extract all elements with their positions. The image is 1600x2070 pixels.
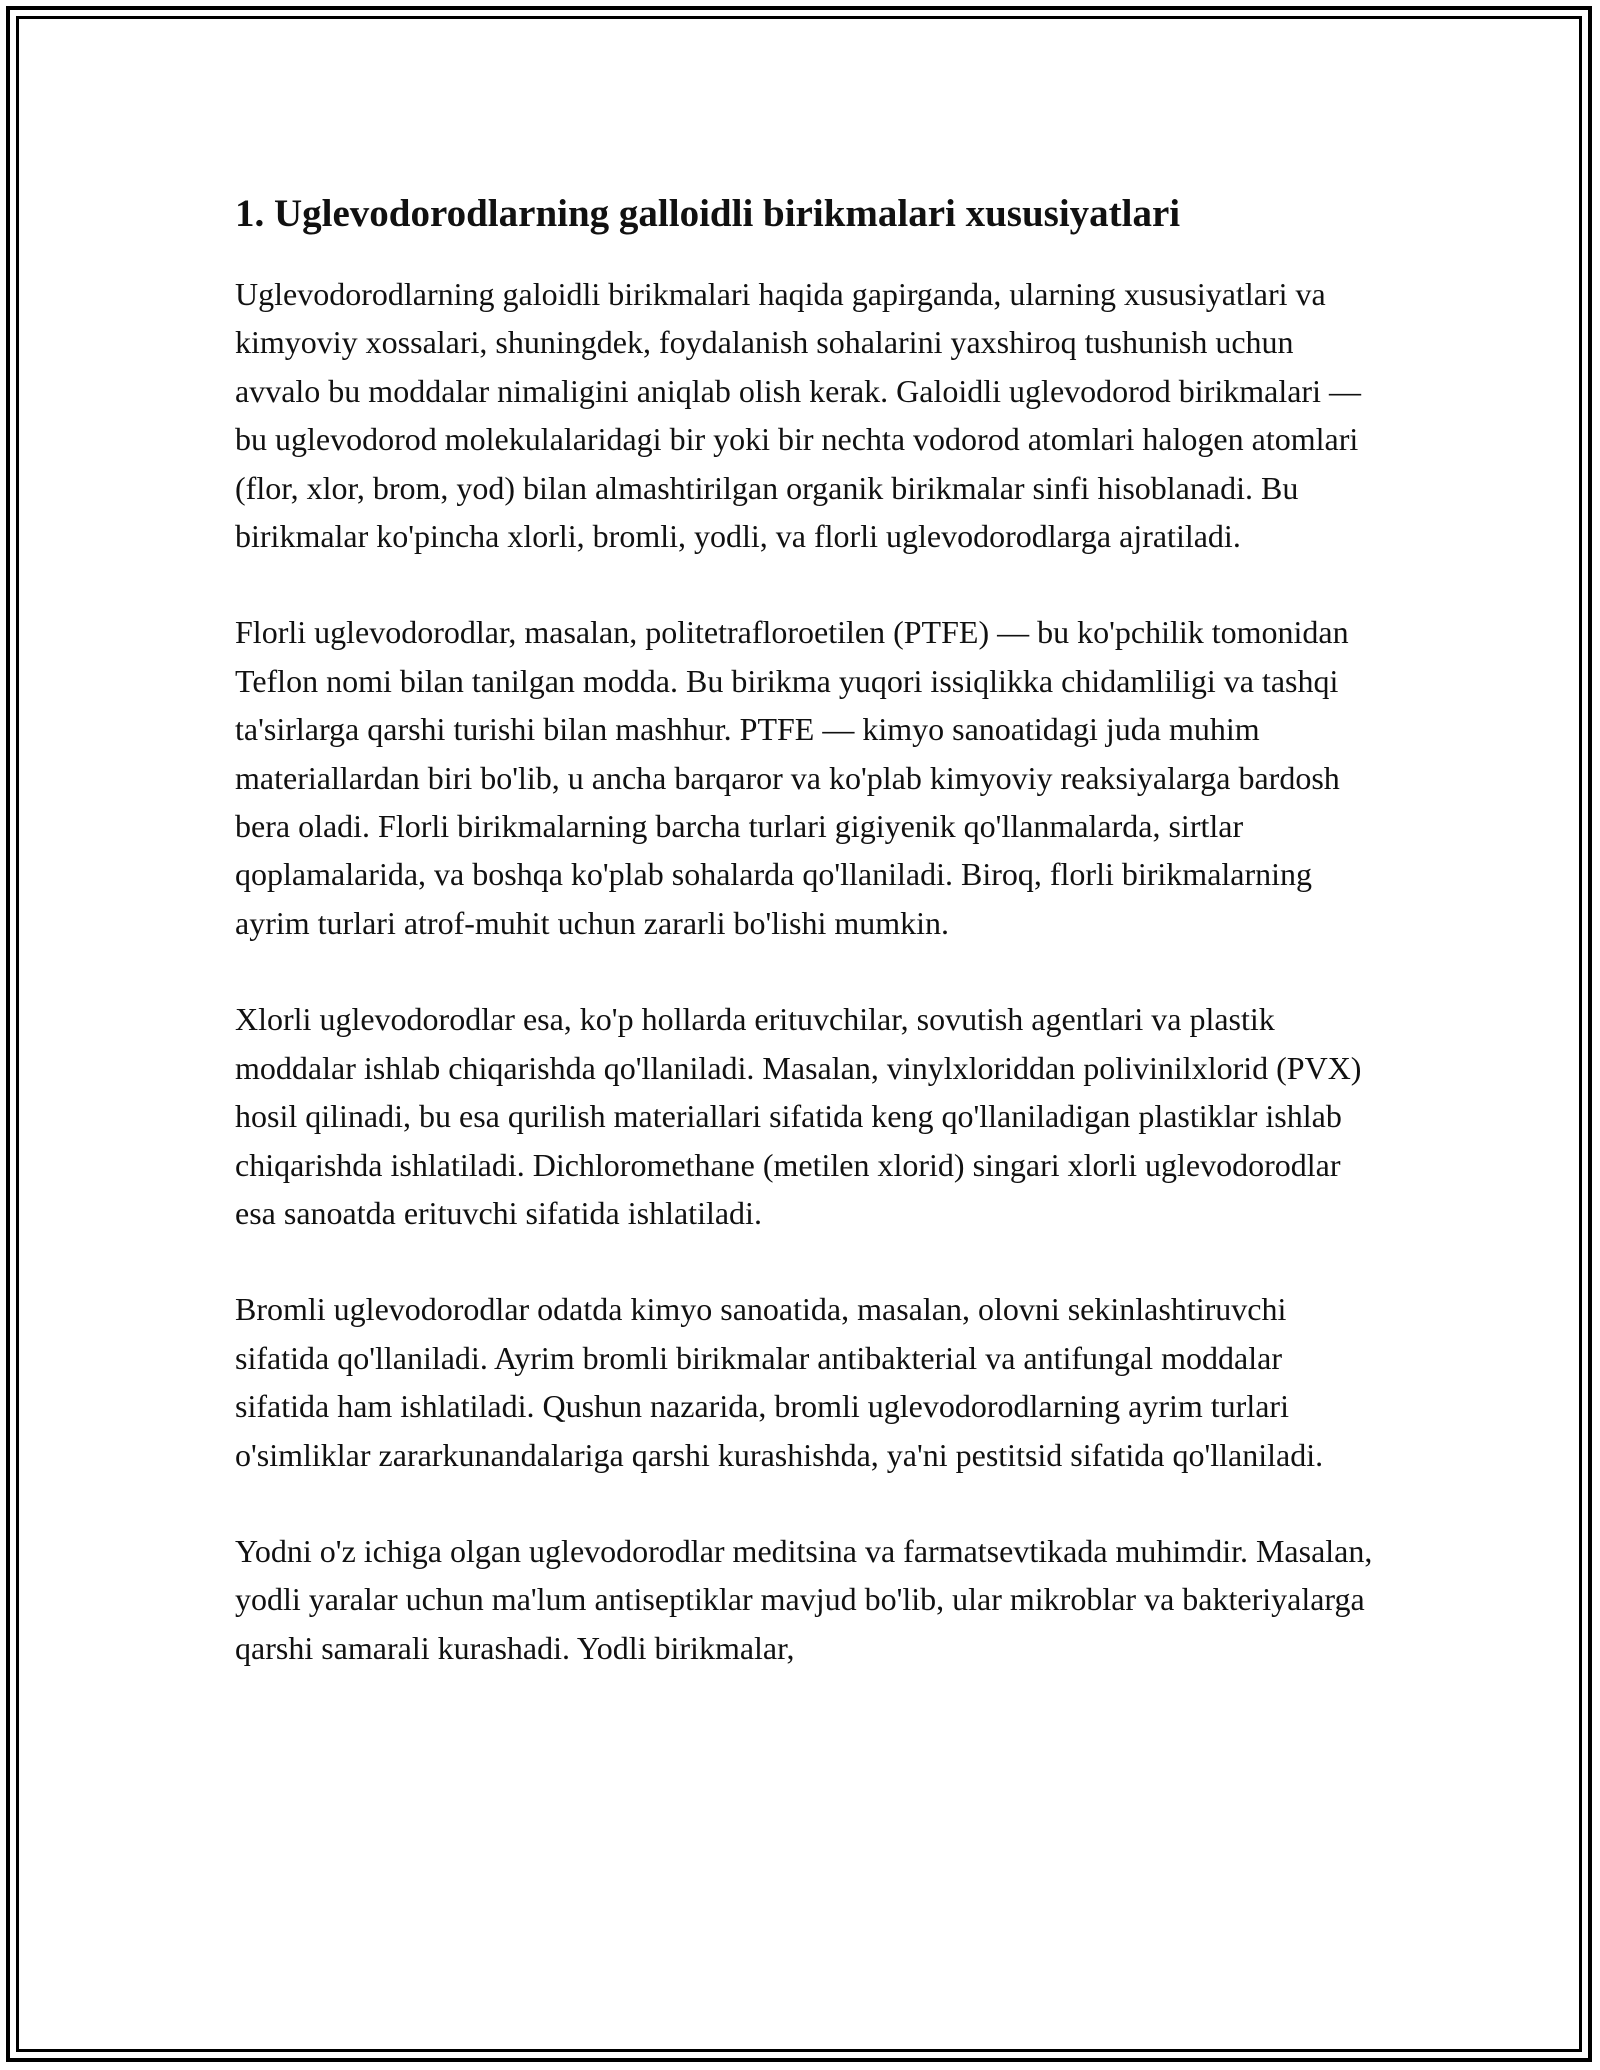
document-body <box>235 182 1375 1720</box>
section-heading: 1. Uglevodorodlarning galloidli birikmalari xususiyatlari <box>235 192 1181 235</box>
paragraph-chlorine: Xlorli uglevodorodlar esa, ko'p hollarda erituvchilar, sovutish agentlari va plastik moddalar ishlab chiqarishda qo'llaniladi. Masalan, vinylxloriddan polivinilxlorid (PVX) hosil qilinadi, bu esa qurilish materiallari sifatida keng qo'llaniladigan plastiklar ishlab chiqarishda ishlatiladi. Dichloromethane (metilen xlorid) singari xlorli uglevodorodlar esa sanoatda erituvchi sifatida ishlatiladi. <box>235 1001 1362 1231</box>
paragraph-intro: Uglevodorodlarning galoidli birikmalari haqida gapirganda, ularning xususiyatlari va kimyoviy xossalari, shuningdek, foydalanish sohalarini yaxshiroq tushunish uchun avvalo bu moddalar nimaligini aniqlab olish kerak. Galoidli uglevodorod birikmalari — bu uglevodorod molekulalaridagi bir yoki bir nechta vodorod atomlari halogen atomlari (flor, xlor, brom, yod) bilan almashtirilgan organik birikmalar sinfi hisoblanadi. Bu birikmalar ko'pincha xlorli, bromli, yodli, va florli uglevodorodlarga ajratiladi. <box>235 276 1361 555</box>
paragraph-fluorine: Florli uglevodorodlar, masalan, politetrafloroetilen (PTFE) — bu ko'pchilik tomonidan Teflon nomi bilan tanilgan modda. Bu birikma yuqori issiqlikka chidamliligi va tashqi ta'sirlarga qarshi turishi bilan mashhur. PTFE — kimyo sanoatidagi juda muhim materiallardan biri bo'lib, u ancha barqaror va ko'plab kimyoviy reaksiyalarga bardosh bera oladi. Florli birikmalarning barcha turlari gigiyenik qo'llanmalarda, sirtlar qoplamalarida, va boshqa ko'plab sohalarda qo'llaniladi. Biroq, florli birikmalarning ayrim turlari atrof-muhit uchun zararli bo'lishi mumkin. <box>235 614 1349 941</box>
paragraph-iodine: Yodni o'z ichiga olgan uglevodorodlar meditsina va farmatsevtikada muhimdir. Masalan, yodli yaralar uchun ma'lum antiseptiklar mavjud bo'lib, ular mikroblar va bakteriyalarga qarshi samarali kurashadi. Yodli birikmalar, <box>235 1532 1373 1666</box>
paragraph-bromine: Bromli uglevodorodlar odatda kimyo sanoatida, masalan, olovni sekinlashtiruvchi sifatida qo'llaniladi. Ayrim bromli birikmalar antibakterial va antifungal moddalar sifatida ham ishlatiladi. Qushun nazarida, bromli uglevodorodlarning ayrim turlari o'simliklar zararkunandalariga qarshi kurashishda, ya'ni pestitsid sifatida qo'llaniladi. <box>235 1291 1324 1473</box>
